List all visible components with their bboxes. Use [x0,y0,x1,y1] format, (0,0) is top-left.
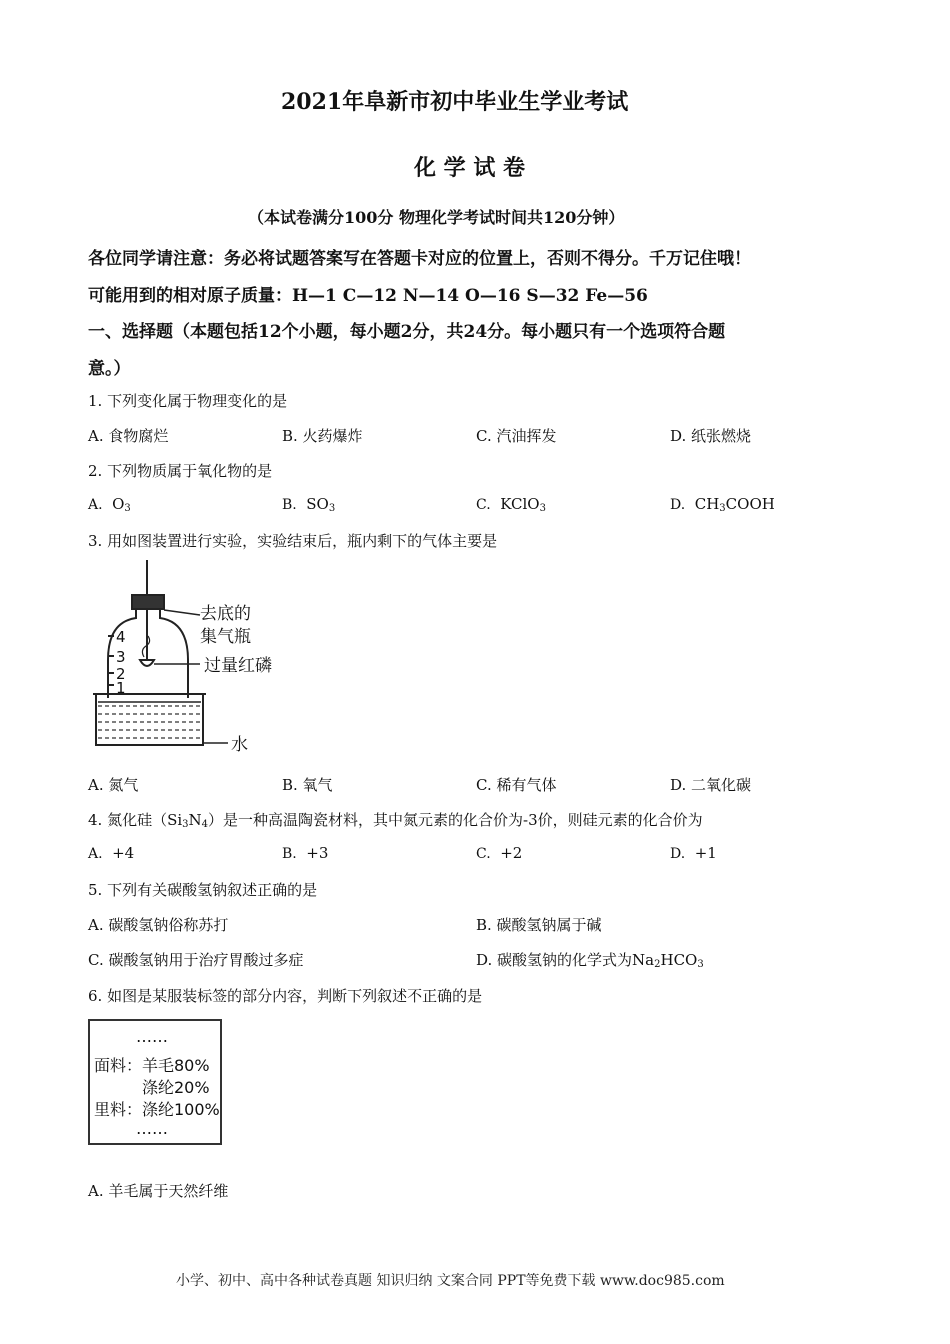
q2-option-a: A. $O_3$ [88,495,131,514]
q4-option-c: C. +2 [476,844,523,862]
q5-stem: 5. 下列有关碳酸氢钠叙述正确的是 [88,881,318,899]
label-water: 水 [231,735,248,755]
q2-option-d: D. $CH_3COOH$ [670,495,775,514]
scale-mark-2: 2 [116,665,126,683]
label-dots-top: …… [136,1027,168,1046]
scale-mark-3: 3 [116,648,126,666]
q3-option-d: D. 二氧化碳 [670,776,752,794]
q3-option-b: B. 氧气 [282,776,333,794]
notice-text: 各位同学请注意：务必将试题答案写在答题卡对应的位置上，否则不得分。千万记住哦！ [88,249,751,269]
label-polyester-outer: 涤纶20% [142,1078,210,1097]
label-bottomless-bottle: 去底的 [200,604,251,624]
q6-stem: 6. 如图是某服装标签的部分内容，判断下列叙述不正确的是 [88,987,483,1005]
label-lining: 里料：涤纶100% [94,1100,220,1119]
q2-stem: 2. 下列物质属于氧化物的是 [88,462,273,480]
q2-option-c: C. KClO$_3$ [476,495,546,514]
q3-stem: 3. 用如图装置进行实验，实验结束后，瓶内剩下的气体主要是 [88,532,498,550]
q2-option-b: B. $SO_3$ [282,495,336,514]
q4-option-a: A. +4 [88,844,135,862]
q1-option-c: C. 汽油挥发 [476,427,557,445]
q3-option-a: A. 氮气 [88,776,139,794]
q1-option-b: B. 火药爆炸 [282,427,363,445]
q5-option-d: D. 碳酸氢钠的化学式为$Na_2HCO_3$ [476,951,704,970]
label-gas-bottle: 集气瓶 [200,627,251,647]
q4-stem: 4. 氮化硅$(Si_3N_4)$是一种高温陶瓷材料，其中氮元素的化合价为-3价，则硅元素的化合价为 [88,811,703,830]
scale-mark-1: 1 [116,679,126,697]
label-dots-bottom: …… [136,1119,168,1138]
q5-option-a: A. 碳酸氢钠俗称苏打 [88,916,229,934]
label-outer-fabric: 面料：羊毛80% [94,1056,210,1075]
exam-note: （本试卷满分100分 物理化学考试时间共120分钟） [248,208,625,227]
q1-option-d: D. 纸张燃烧 [670,427,752,445]
exam-title: 2021年阜新市初中毕业生学业考试 [281,89,629,115]
exam-subtitle: 化 学 试 卷 [414,155,525,181]
q1-option-a: A. 食物腐烂 [88,427,169,445]
experiment-apparatus-figure [88,560,298,760]
q5-option-c: C. 碳酸氢钠用于治疗胃酸过多症 [88,951,304,969]
clothing-label-figure [88,1019,222,1145]
q4-option-d: D. +1 [670,844,717,862]
scale-mark-4: 4 [116,628,126,646]
atomic-masses: 可能用到的相对原子质量：H—1 C—12 N—14 O—16 S—32 Fe—56 [88,286,648,306]
label-red-phosphorus: 过量红磷 [204,656,272,676]
section-heading-line2: 意。） [88,359,131,379]
q3-option-c: C. 稀有气体 [476,776,557,794]
q5-option-b: B. 碳酸氢钠属于碱 [476,916,602,934]
q6-option-a: A. 羊毛属于天然纤维 [88,1182,229,1200]
q1-stem: 1. 下列变化属于物理变化的是 [88,392,288,410]
section-heading-line1: 一、选择题（本题包括12个小题，每小题2分，共24分。每小题只有一个选项符合题 [88,322,726,342]
page-footer: 小学、初中、高中各种试卷真题 知识归纳 文案合同 PPT等免费下载 www.doc985.com [176,1273,725,1289]
q4-option-b: B. +3 [282,844,329,862]
